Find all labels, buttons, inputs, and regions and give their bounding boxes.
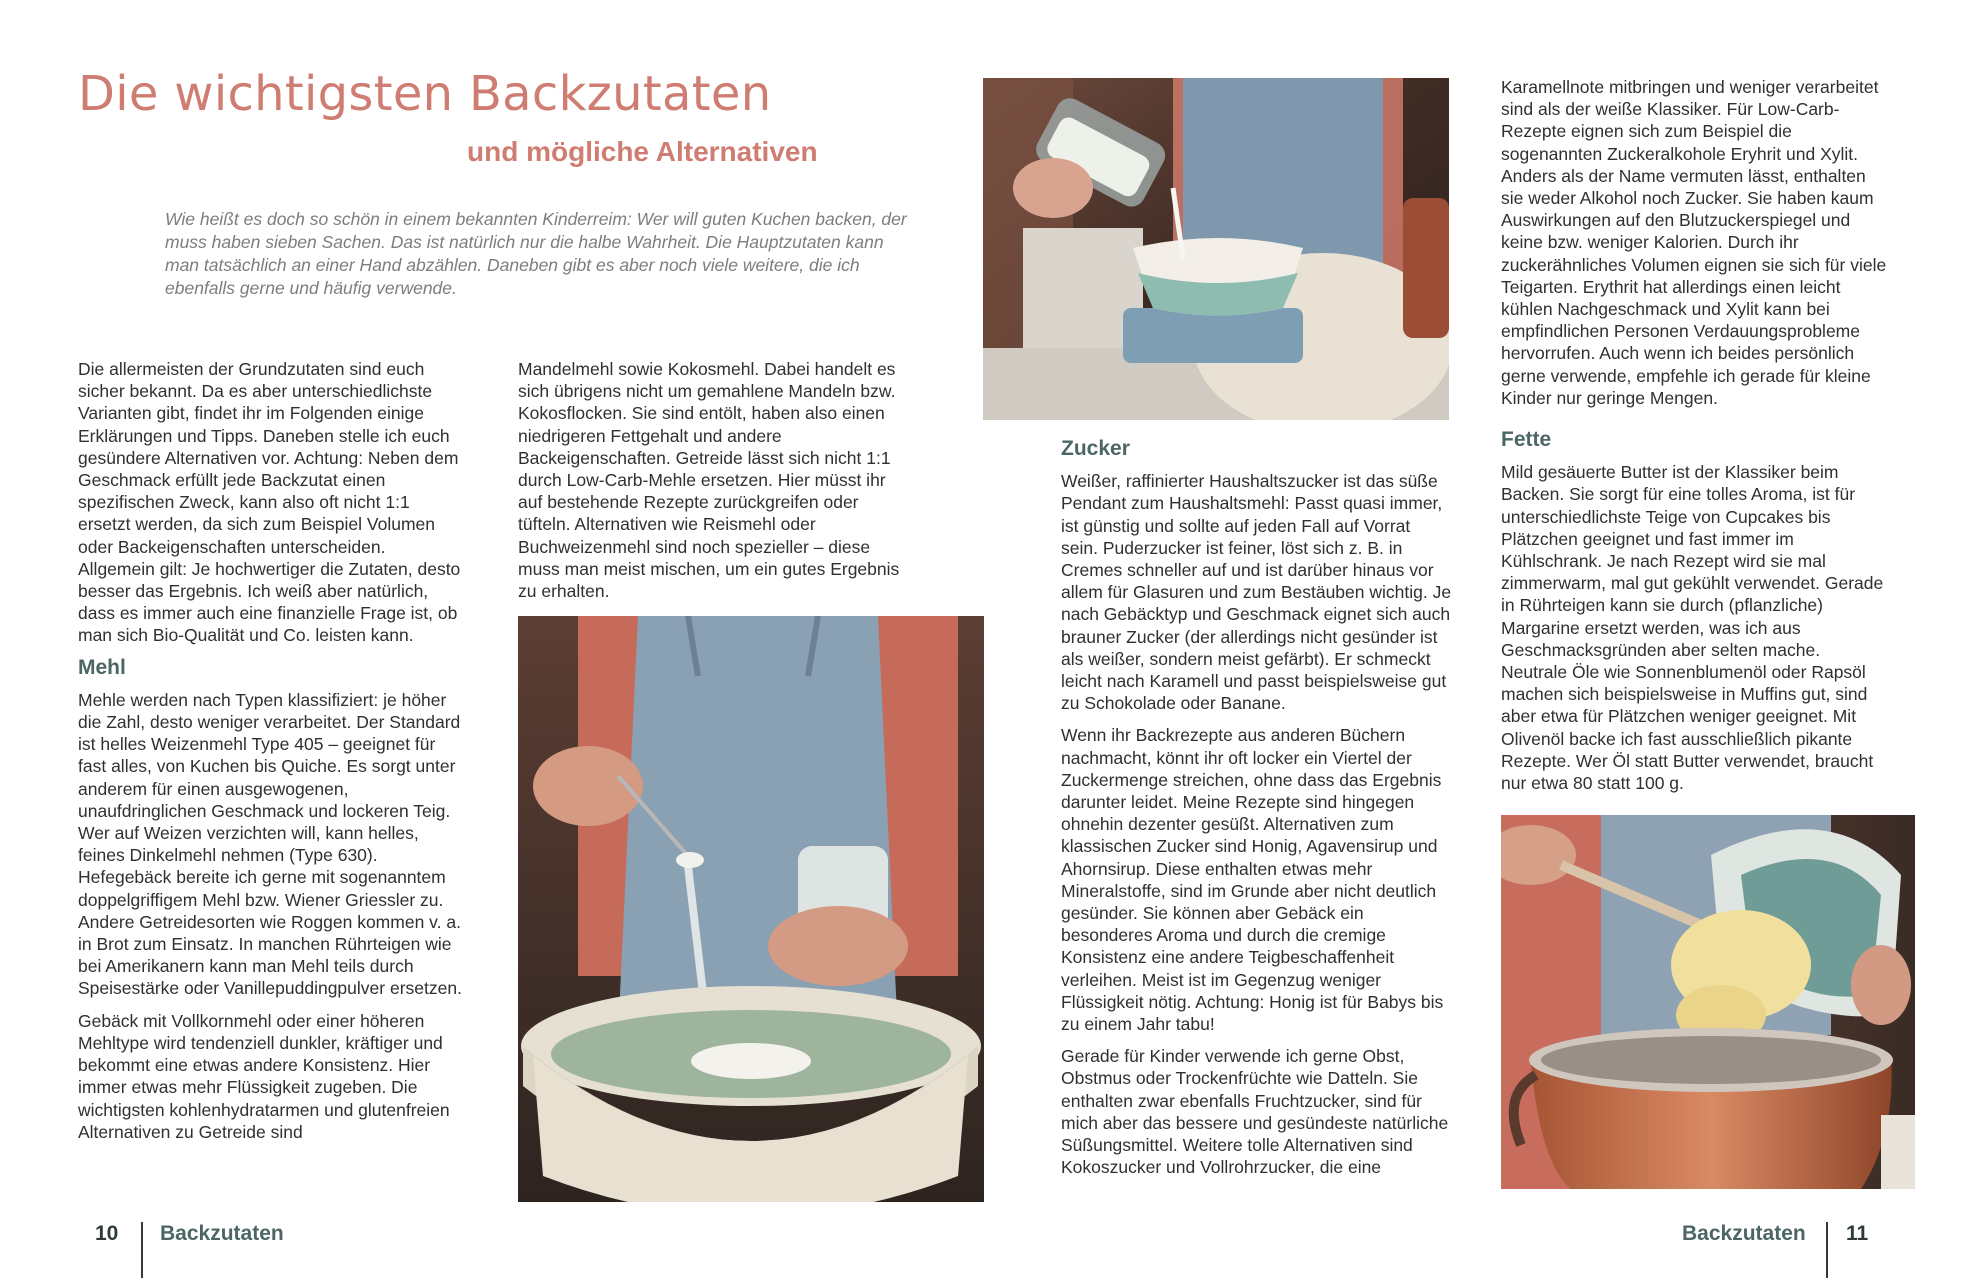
paragraph: Mandelmehl sowie Kokosmehl. Dabei handelt es sich übrigens nicht um gemahlene Mandeln bzw. Kokosflocken. Sie sind entölt, haben also einen niedrigeren Fettgehalt und andere Backeigenschaften. Getreide lässt sich nicht 1:1 durch Low-Carb-Mehle ersetzen. Hier müsst ihr auf bestehende Rezepte zurückgreifen oder tüfteln. Alternativen wie Reismehl oder Buchweizenmehl sind noch spezieller – diese muss man meist mischen, um ein gutes Ergebnis zu erhalten. xyxy=(518,359,900,602)
paragraph: Wenn ihr Backrezepte aus anderen Büchern nachmacht, könnt ihr oft locker ein Viertel der Zuckermenge streichen, ohne dass das Ergebnis darunter leidet. Meine Rezepte sind hingegen ohnehin dezenter gesüßt. Alternativen zum klassischen Zucker sind Honig, Agavensirup und Ahornsirup. Diese enthalten etwas mehr Mineralstoffe, sind im Grunde aber nicht deutlich gesünder. Sie können aber Gebäck ein besonderes Aroma und durch die cremige Konsistenz eine andere Teigbeschaffenheit verleihen. Meist ist im Gegenzug weniger Flüssigkeit nötig. Achtung: Honig ist für Babys bis zu einem Jahr tabu! xyxy=(1061,725,1444,1035)
footer-divider-right xyxy=(1826,1222,1828,1278)
photo-sugar-pouring xyxy=(983,78,1449,420)
paragraph: Mild gesäuerte Butter ist der Klassiker beim Backen. Sie sorgt für eine tolles Aroma, ist für unterschiedlichste Teige von Cupcakes bis Plätzchen geeignet und fast immer im Kühlschrank. Je nach Rezept wird sie mal zimmerwarm, mal gut gekühlt verwendet. Gerade in Rührteigen kann sie durch (pflanzliche) Margarine ersetzt werden, was ich aus Geschmacksgründen aber selten mache. Neutrale Öle wie Sonnenblumenöl oder Rapsöl machen sich beispielsweise in Muffins gut, sind aber etwa für Plätzchen weniger geeignet. Mit Olivenöl backe ich fast ausschließlich pikante Rezepte. Wer Öl statt Butter verwendet, braucht nur etwa 80 statt 100 g. xyxy=(1501,462,1884,794)
text-column-4 xyxy=(1501,76,1891,804)
text-column-1 xyxy=(78,358,466,1153)
page-number-left: 10 xyxy=(95,1222,119,1245)
photo-flour-spooning xyxy=(518,616,984,1202)
section-heading-mehl: Mehl xyxy=(78,655,126,679)
paragraph: Karamellnote mitbringen und weniger verarbeitet sind als der weiße Klassiker. Für Low-Carb-Rezepte eignen sich zum Beispiel die sogenannten Zuckeralkohole Eryhrit und Xylit. Anders als der Name vermuten lässt, enthalten sie weder Alkohol noch Zucker. Sie haben kaum Auswirkungen auf den Blutzuckerspiegel und keine bzw. weniger Kalorien. Durch ihr zuckerähnliches Volumen eignen sie sich für viele Teigarten. Erythrit hat allerdings einen leicht kühlen Nachgeschmack und Xylit kann bei empfindlichen Personen Verdauungsprobleme hervorrufen. Auch wenn ich beides persönlich gerne verwende, empfehle ich gerade für kleine Kinder nur geringe Mengen. xyxy=(1501,77,1887,408)
photo-sugar-pouring-graphic xyxy=(983,78,1449,420)
text-column-2 xyxy=(518,358,906,612)
paragraph: Gerade für Kinder verwende ich gerne Obst, Obstmus oder Trockenfrüchte wie Datteln. Sie enthalten zwar ebenfalls Fruchtzucker, sind für mich aber das bessere und gesündeste natürliche Süßungsmittel. Weitere tolle Alternativen sind Kokoszucker und Vollrohrzucker, die eine xyxy=(1061,1046,1449,1178)
paragraph: Gebäck mit Vollkornmehl oder einer höheren Mehltype wird tendenziell dunkler, kräftiger und bekommt eine etwas andere Konsistenz. Hier immer etwas mehr Flüssigkeit zugeben. Die wichtigsten kohlenhydratarmen und glutenfreien Alternativen zu Getreide sind xyxy=(78,1010,450,1142)
footer-divider-left xyxy=(141,1222,143,1278)
running-footer-left: Backzutaten xyxy=(160,1222,284,1245)
photo-butter-bowl xyxy=(1501,815,1915,1189)
page-subtitle: und mögliche Alternativen xyxy=(467,136,818,167)
section-heading-zucker: Zucker xyxy=(1061,437,1130,460)
page-title: Die wichtigsten Backzutaten xyxy=(78,66,772,122)
paragraph: Mehle werden nach Typen klassifiziert: je höher die Zahl, desto weniger verarbeitet. Der Standard ist helles Weizenmehl Type 405 – geeignet für fast alles, von Kuchen bis Quiche. Es sorgt unter anderem für einen ausgewogenen, unaufdringlichen Geschmack und lockeren Teig. Wer auf Weizen verzichten will, kann helles, feines Dinkelmehl nehmen (Type 630). Hefegebäck bereite ich gerne mit sogenanntem doppelgriffigem Mehl bzw. Wiener Griessler zu. Andere Getreidesorten wie Roggen kommen v. a. in Brot zum Einsatz. In manchen Rührteigen wie bei Amerikanern kann man Mehl teils durch Speisestärke oder Vanillepuddingpulver ersetzen. xyxy=(78,689,462,999)
section-heading-fette: Fette xyxy=(1501,428,1552,452)
photo-butter-bowl-graphic xyxy=(1501,815,1915,1189)
photo-flour-spooning-graphic xyxy=(518,616,984,1202)
paragraph: Weißer, raffinierter Haushaltszucker ist das süße Pendant zum Haushaltsmehl: Passt quasi immer, ist günstig und sollte auf jeden Fall auf Vorrat sein. Puderzucker ist feiner, löst sich z. B. in Cremes schneller auf und ist darüber hinaus vor allem für Glasuren und zum Bestäuben wichtig. Je nach Gebäcktyp und Geschmack eignet sich auch brauner Zucker (der allerdings nicht gesünder ist als weißer, sondern meist gefärbt). Er schmeckt leicht nach Karamell und passt beispielsweise gut zu Schokolade oder Banane. xyxy=(1061,471,1452,714)
paragraph: Die allermeisten der Grundzutaten sind euch sicher bekannt. Da es aber unterschiedlichste Varianten gibt, findet ihr im Folgenden einige Erklärungen und Tipps. Daneben stelle ich euch gesündere Alternativen vor. Achtung: Neben dem Geschmack erfüllt jede Backzutat einen spezifischen Zweck, kann also oft nicht 1:1 ersetzt werden, da sich zum Beispiel Volumen oder Backeigenschaften unterscheiden. Allgemein gilt: Je hochwertiger die Zutaten, desto besser das Ergebnis. Ich weiß aber natürlich, dass es immer auch eine finanzielle Frage ist, ob man sich Bio-Qualität und Co. leisten kann. xyxy=(78,359,461,646)
running-footer-right: Backzutaten xyxy=(1682,1222,1806,1245)
page-number-right: 11 xyxy=(1846,1222,1869,1245)
text-column-3 xyxy=(1061,432,1452,1189)
intro-text: Wie heißt es doch so schön in einem bekannten Kinderreim: Wer will guten Kuchen backen, der muss haben sieben Sachen. Das ist natürlich nur die halbe Wahrheit. Die Hauptzutaten kann man tatsächlich an einer Hand abzählen. Daneben gibt es aber noch viele weitere, die ich ebenfalls gerne und häufig verwende. xyxy=(165,209,907,298)
